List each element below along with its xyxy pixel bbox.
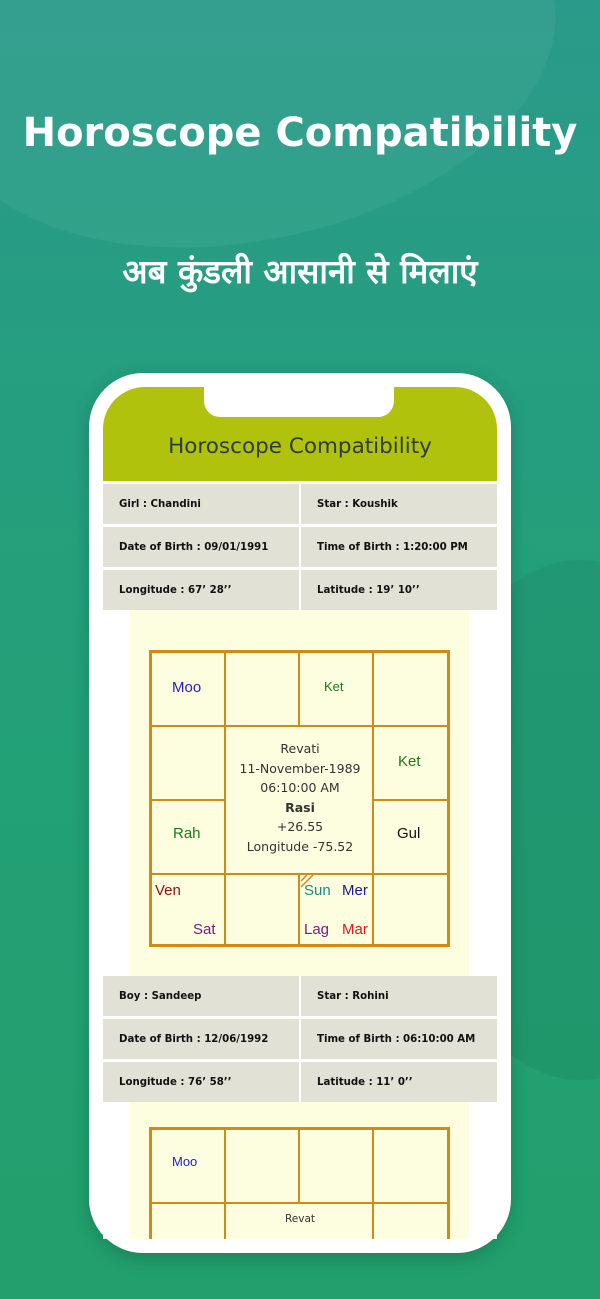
nakshatra: Revat bbox=[284, 1213, 316, 1225]
rasi-grid bbox=[149, 650, 450, 947]
girl-info-row bbox=[103, 484, 497, 524]
chart-longitude: Longitude -75.52 bbox=[246, 838, 354, 854]
boy-longitude: Longitude : 76’ 58’’ bbox=[103, 1062, 299, 1102]
girl-birth-row bbox=[103, 527, 497, 567]
boy-info-row bbox=[103, 976, 497, 1016]
chart-date: 11-November-1989 bbox=[239, 760, 361, 776]
planet-rahu: Rah bbox=[173, 825, 201, 842]
planet-saturn: Sat bbox=[193, 921, 216, 938]
planet-venus: Ven bbox=[155, 882, 181, 899]
lagna: Lag bbox=[304, 921, 330, 938]
girl-name: Girl : Chandini bbox=[103, 484, 299, 524]
planet-moon: Moo bbox=[172, 679, 202, 696]
girl-location-row bbox=[103, 570, 497, 610]
boy-latitude: Latitude : 11’ 0’’ bbox=[301, 1062, 497, 1102]
rasi-grid bbox=[149, 1127, 450, 1239]
boy-birth-row bbox=[103, 1019, 497, 1059]
phone-notch bbox=[204, 387, 394, 417]
girl-star: Star : Koushik bbox=[301, 484, 497, 524]
girl-tob: Time of Birth : 1:20:00 PM bbox=[301, 527, 497, 567]
boy-dob: Date of Birth : 12/06/1992 bbox=[103, 1019, 299, 1059]
boy-horoscope-chart bbox=[103, 1102, 497, 1239]
planet-sun: Sun bbox=[304, 882, 331, 899]
app-title: Horoscope Compatibility bbox=[168, 434, 432, 459]
chart-name: Rasi bbox=[285, 799, 315, 815]
boy-location-row bbox=[103, 1062, 497, 1102]
boy-star: Star : Rohini bbox=[301, 976, 497, 1016]
girl-latitude: Latitude : 19’ 10’’ bbox=[301, 570, 497, 610]
girl-longitude: Longitude : 67’ 28’’ bbox=[103, 570, 299, 610]
nakshatra: Revati bbox=[280, 741, 320, 756]
girl-dob: Date of Birth : 09/01/1991 bbox=[103, 527, 299, 567]
planet-ketu-right: Ket bbox=[398, 753, 421, 770]
chart-latitude: +26.55 bbox=[276, 819, 324, 834]
boy-tob: Time of Birth : 06:10:00 AM bbox=[301, 1019, 497, 1059]
planet-mercury: Mer bbox=[342, 882, 368, 899]
planet-moon: Moo bbox=[172, 1154, 198, 1169]
chart-center-info bbox=[226, 728, 374, 876]
phone-mockup bbox=[89, 373, 511, 1253]
girl-horoscope-chart bbox=[103, 610, 497, 976]
phone-screen bbox=[103, 387, 497, 1239]
promo-headline: Horoscope Compatibility bbox=[22, 110, 578, 156]
promo-subheadline: अब कुंडली आसानी से मिलाएं bbox=[122, 252, 478, 291]
planet-gulika: Gul bbox=[397, 825, 421, 842]
boy-name: Boy : Sandeep bbox=[103, 976, 299, 1016]
chart-time: 06:10:00 AM bbox=[260, 780, 340, 795]
planet-ketu: Ket bbox=[324, 679, 344, 694]
planet-mars: Mar bbox=[342, 921, 368, 938]
